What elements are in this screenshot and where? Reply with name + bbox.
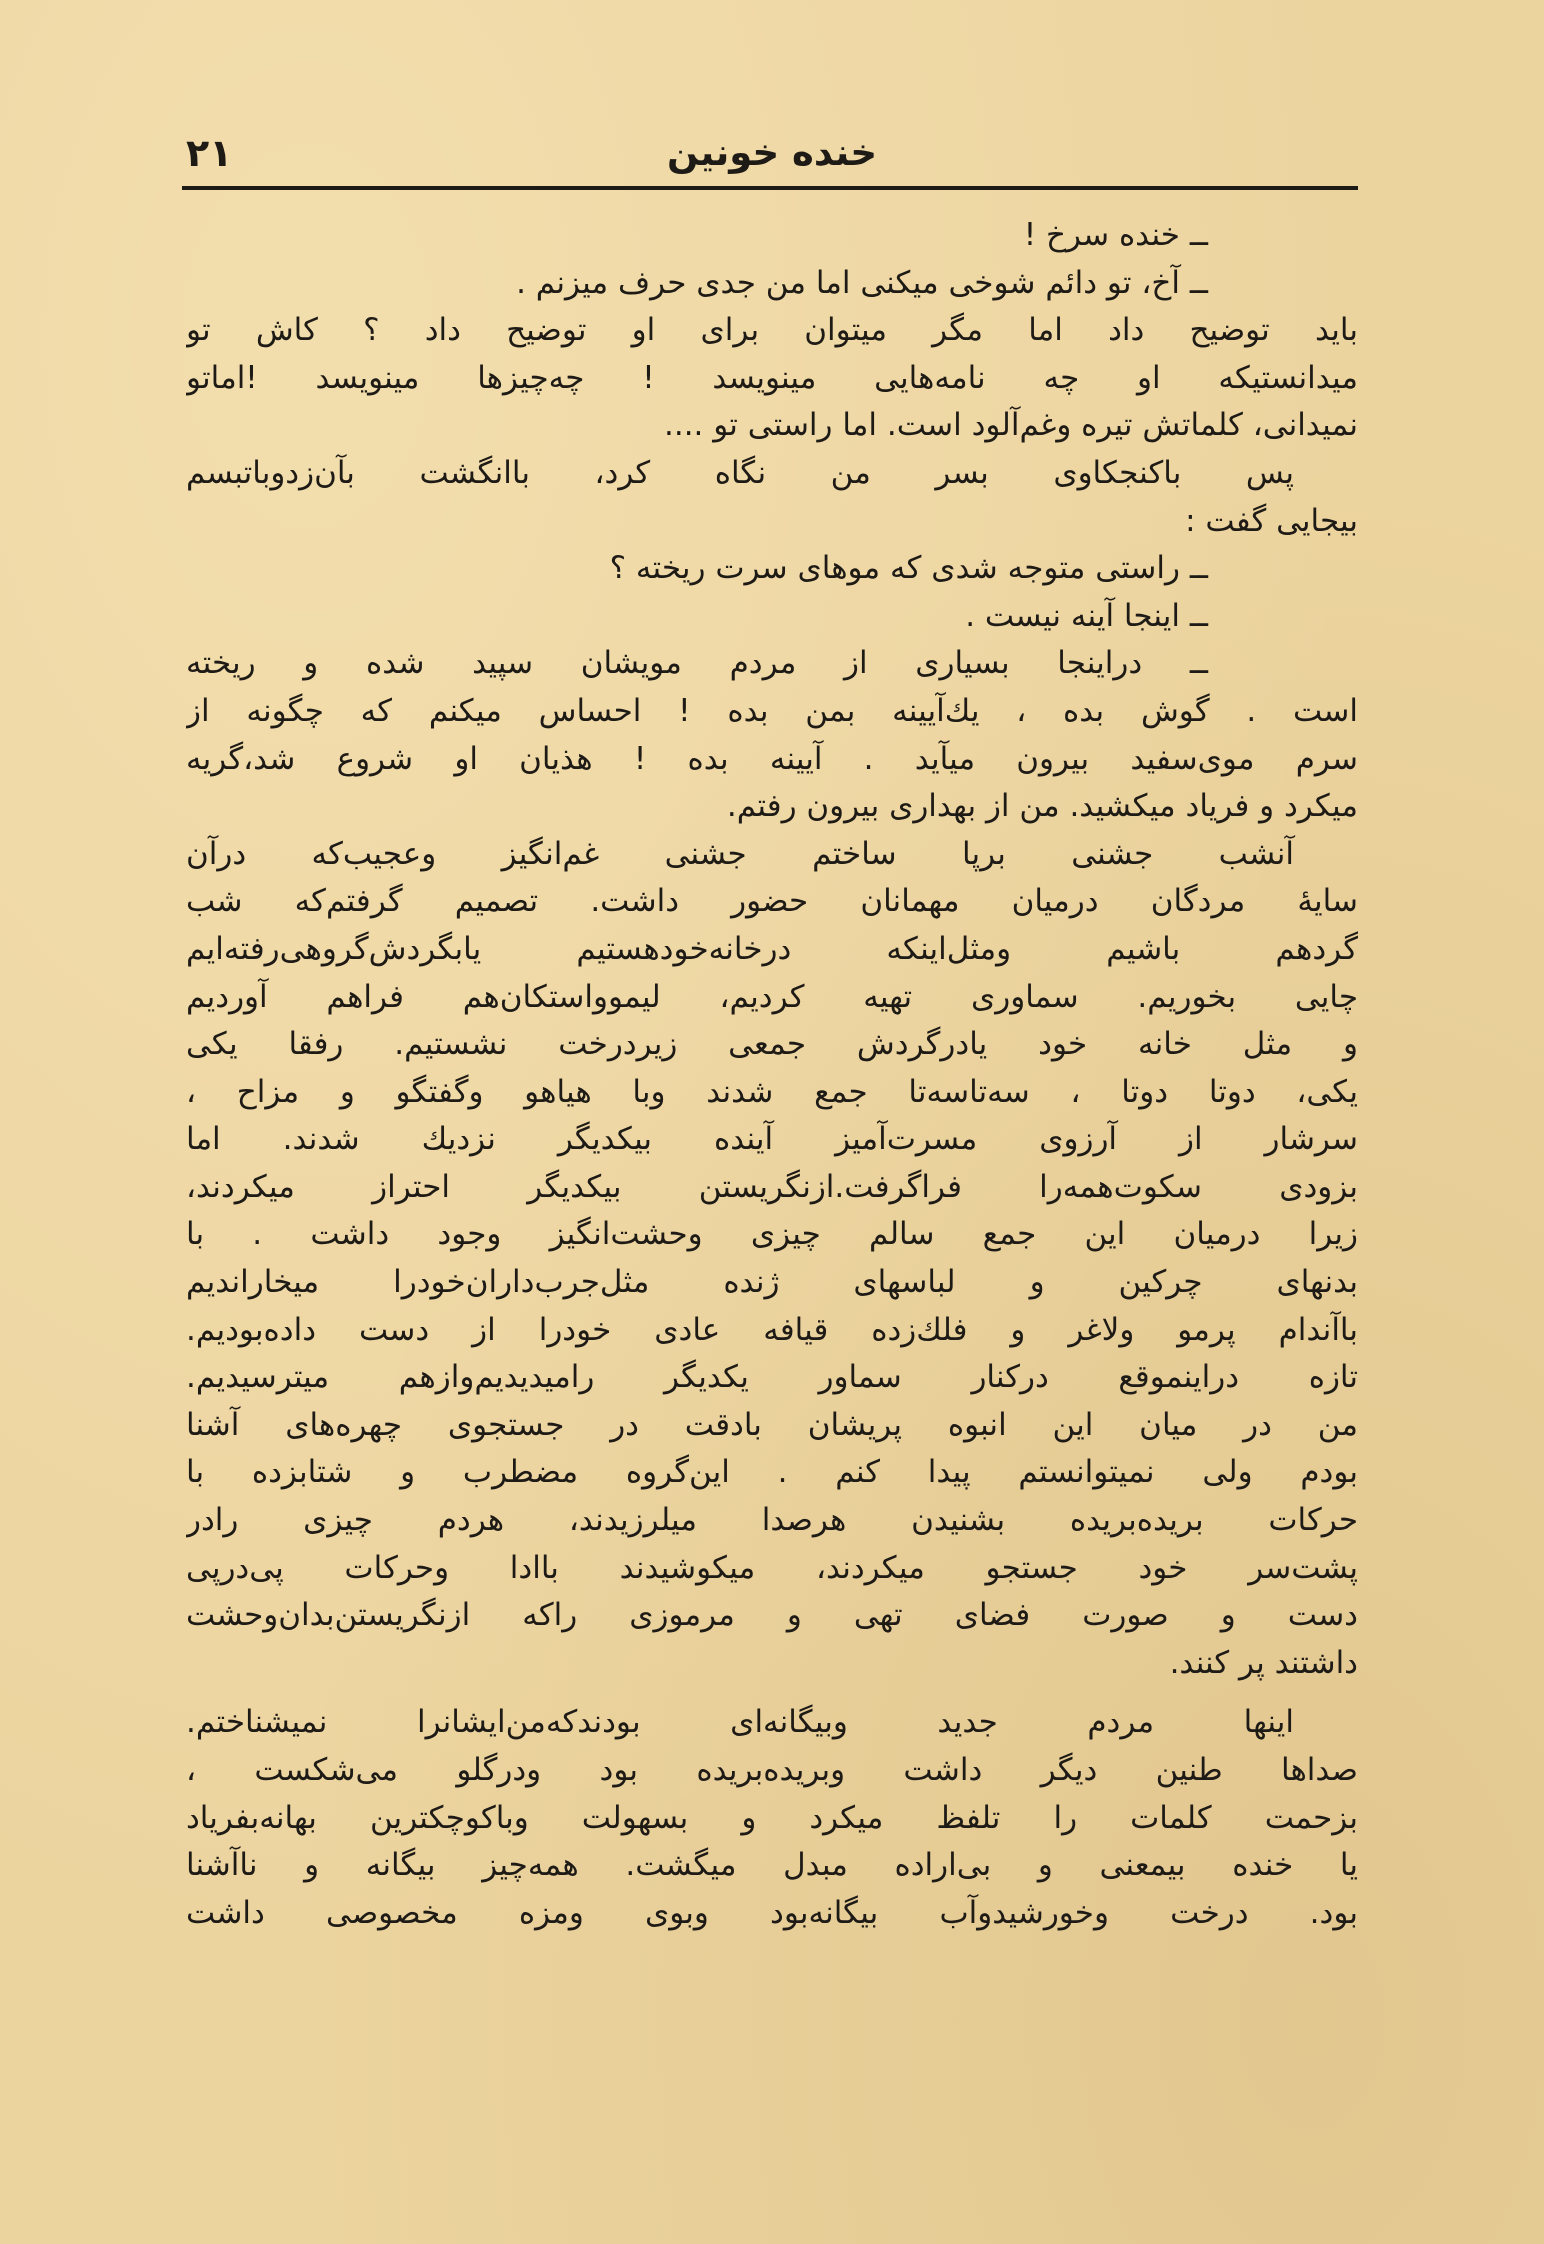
text-line: داشتند پر کنند. [1169, 1644, 1358, 1681]
page-title: خنده خونین [666, 131, 878, 174]
text-line: چایی بخوریم. سماوری تهیه کردیم، لیموواستکان‌هم فراهم آوردیم [186, 978, 1358, 1015]
text-line: یا خنده بیمعنی و بی‌اراده مبدل میگشت. همه‌چیز بیگانه و ناآشنا [186, 1847, 1358, 1884]
text-line: پشت‌سر خود جستجو میکردند، میکوشیدند باادا وحرکات پی‌درپی [186, 1549, 1358, 1586]
text-line: بیجایی گفت : [1185, 502, 1358, 539]
text-line: زیرا درمیان این جمع سالم چیزی وحشت‌انگیز وجود داشت . با [186, 1216, 1358, 1253]
text-line: ــ آخ، تو دائم شوخی میکنی اما من جدی حرف میزنم . [516, 264, 1208, 301]
header-rule [182, 186, 1358, 190]
text-line: باید توضیح داد اما مگر میتوان برای او توضیح داد ؟ کاش تو [186, 312, 1358, 349]
text-line: صداها طنین دیگر داشت وبریده‌بریده بود ودرگلو می‌شکست ، [186, 1752, 1358, 1788]
body-text [186, 212, 1358, 1937]
text-line: ــ اینجا آینه نیست . [965, 597, 1208, 634]
text-line: دست و صورت فضای تهی و مرموزی راکه ازنگریستن‌بدان‌وحشت [186, 1597, 1358, 1634]
text-line: سایهٔ مردگان درمیان مهمانان حضور داشت. تصمیم گرفتم‌که شب [186, 883, 1358, 920]
text-line: میدانستیکه او چه نامه‌هایی مینویسد ! چه‌چیزها مینویسد !اماتو [186, 359, 1358, 396]
text-line: است . گوش بده ، یك‌آیینه بمن بده ! احساس میکنم که چگونه از [186, 692, 1358, 729]
text-line: بزحمت کلمات را تلفظ میکرد و بسهولت وباکوچکترین بهانه‌بفریاد [186, 1799, 1358, 1836]
text-line: پس باکنجکاوی بسر من نگاه کرد، باانگشت بآن‌زدوباتبسم [186, 454, 1294, 491]
text-line: بودم ولی نمیتوانستم پیدا کنم . این‌گروه مضطرب و شتابزده با [186, 1454, 1358, 1491]
text-line: بزودی سکوت‌همه‌را فراگرفت.ازنگریستن بیکدیگر احتراز میکردند، [186, 1168, 1358, 1205]
text-line: ــ خنده سرخ ! [1023, 217, 1208, 253]
running-header [186, 118, 1358, 188]
text-line: یکی، دوتا دوتا ، سه‌تاسه‌تا جمع شدند وبا هیاهو وگفتگو و مزاح ، [186, 1073, 1358, 1110]
text-line: اینها مردم جدید وبیگانه‌ای بودندکه‌من‌ایشانرا نمیشناختم. [186, 1704, 1294, 1741]
text-line: ــ دراینجا بسیاری از مردم مویشان سپید شده و ریخته [186, 645, 1208, 682]
page-number: ۲۱ [186, 131, 233, 175]
text-line: من در میان این انبوه پریشان بادقت در جستجوی چهره‌های آشنا [186, 1406, 1358, 1443]
text-line: و مثل خانه خود یادرگردش جمعی زیردرخت نشستیم. رفقا یکی [186, 1026, 1358, 1063]
text-line: گردهم باشیم ومثل‌اینکه درخانه‌خودهستیم یابگردش‌گروهی‌رفته‌ایم [186, 930, 1358, 967]
text-line: تازه دراینموقع درکنار سماور یکدیگر رامیدیدیم‌وازهم میترسیدیم. [186, 1359, 1358, 1396]
text-line: حرکات بریده‌بریده بشنیدن هرصدا میلرزیدند، هردم چیزی رادر [186, 1502, 1358, 1539]
text-line: میکرد و فریاد میکشید. من از بهداری بیرون رفتم. [726, 788, 1358, 825]
text-line: باآندام پرمو ولاغر و فلك‌زده قیافه عادی خودرا از دست داده‌بودیم. [186, 1311, 1358, 1348]
text-line: سرم موی‌سفید بیرون میآید . آیینه بده ! هذیان او شروع شد،گریه [186, 740, 1358, 777]
text-line: ــ راستی متوجه شدی که موهای سرت ریخته ؟ [609, 550, 1208, 587]
text-line: نمیدانی، کلماتش تیره وغم‌آلود است. اما راستی تو .... [663, 407, 1358, 444]
text-line: آنشب جشنی برپا ساختم جشنی غم‌انگیز وعجیب‌که درآن [186, 835, 1294, 872]
text-line: بدنهای چرکین و لباسهای ژنده مثل‌جرب‌داران‌خودرا میخاراندیم [186, 1264, 1358, 1301]
text-line: سرشار از آرزوی مسرت‌آمیز آینده بیکدیگر نزدیك شدند. اما [186, 1121, 1358, 1158]
text-line: بود. درخت وخورشیدوآب بیگانه‌بود وبوی ومزه مخصوصی داشت [186, 1894, 1358, 1931]
